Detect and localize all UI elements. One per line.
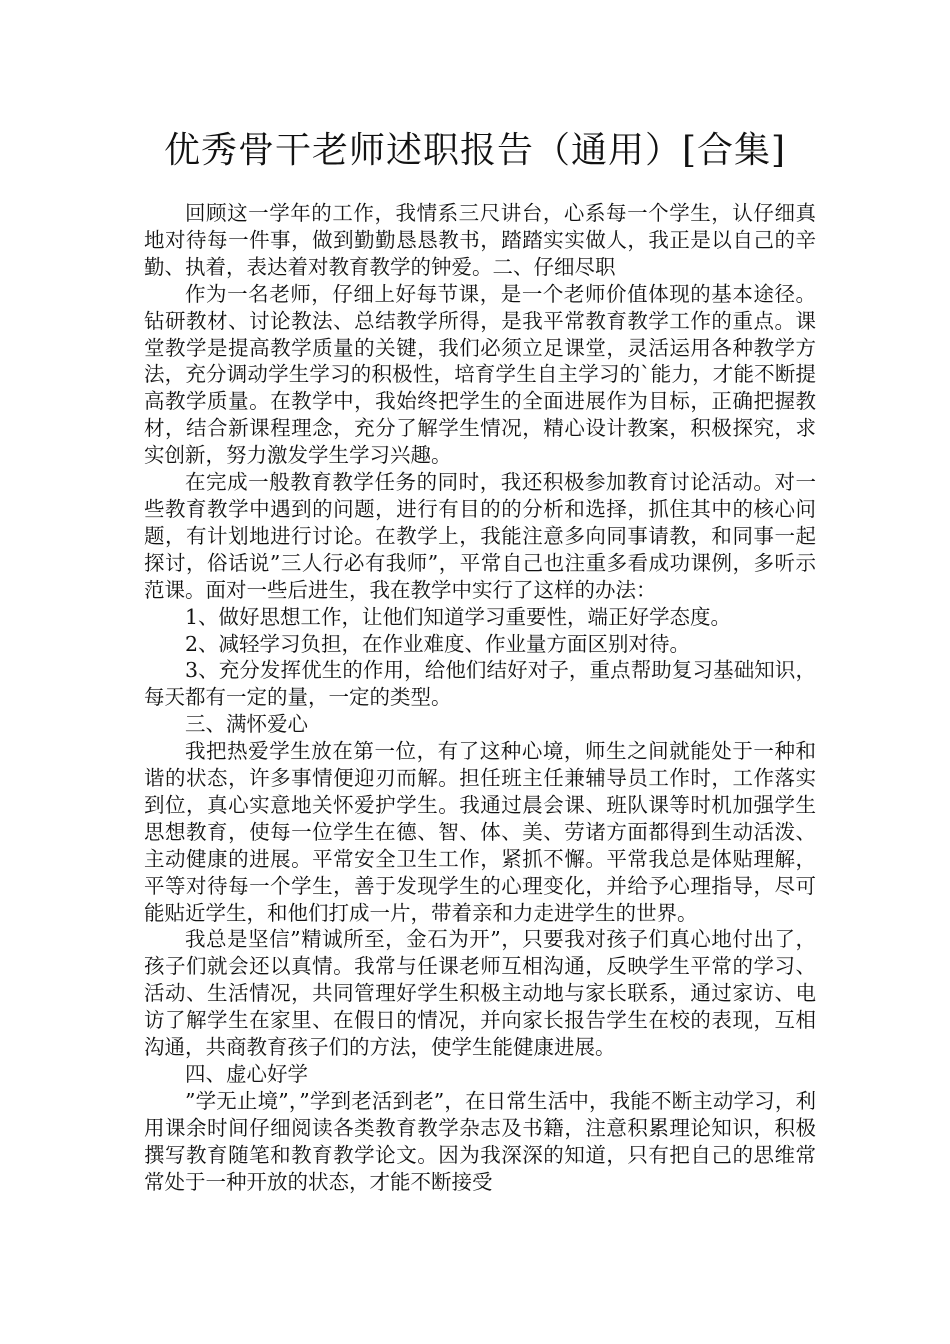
list-item-2: 2、减轻学习负担，在作业难度、作业量方面区别对待。 — [185, 631, 691, 656]
paragraph-learning: ”学无止境”，”学到老活到老”，在日常生活中，我能不断主动学习，利用课余时间仔细阅读各类教育教学杂志及书籍，注意积累理论知识，积极撰写教育随笔和教育教学论文。因为我深深的知道，只有把自己的思维常常处于一种开放的状态，才能不断接受 — [144, 1088, 816, 1194]
list-item-1: 1、做好思想工作，让他们知道学习重要性，端正好学态度。 — [185, 604, 732, 629]
section-heading-love: 三、满怀爱心 — [185, 712, 308, 737]
list-item-3: 3、充分发挥优生的作用，给他们结好对子，重点帮助复习基础知识，每天都有一定的量，一定的类型。 — [144, 658, 816, 710]
paragraph-teaching: 作为一名老师，仔细上好每节课，是一个老师价值体现的基本途径。钻研教材、讨论教法、总结教学所得，是我平常教育教学工作的重点。课堂教学是提高教学质量的关键，我们必须立足课堂，灵活运用各种教学方法，充分调动学生学习的积极性，培育学生自主学习的`能力，才能不断提高教学质量。在教学中，我始终把学生的全面进展作为目标，正确把握教材，结合新课程理念，充分了解学生情况，精心设计教案，积极探究，求实创新，努力激发学生学习兴趣。 — [144, 281, 816, 468]
paragraph-review: 回顾这一学年的工作，我情系三尺讲台，心系每一个学生，认仔细真地对待每一件事，做到勤勤恳恳教书，踏踏实实做人，我正是以自己的辛勤、执着，表达着对教育教学的钟爱。二、仔细尽职 — [144, 201, 816, 279]
paragraph-research: 在完成一般教育教学任务的同时，我还积极参加教育讨论活动。对一些教育教学中遇到的问题，进行有目的的分析和选择，抓住其中的核心问题，有计划地进行讨论。在教学上，我能注意多向同事请教，和同事一起探讨，俗话说”三人行必有我师”，平常自己也注重多看成功课例，多听示范课。面对一些后进生，我在教学中实行了这样的办法： — [144, 470, 816, 602]
paragraph-communication: 我总是坚信”精诚所至，金石为开”，只要我对孩子们真心地付出了，孩子们就会还以真情。我常与任课老师互相沟通，反映学生平常的学习、活动、生活情况，共同管理好学生积极主动地与家长联系，通过家访、电访了解学生在家里、在假日的情况，并向家长报告学生在校的表现，互相沟通，共商教育孩子们的方法，使学生能健康进展。 — [144, 927, 816, 1060]
paragraph-love: 我把热爱学生放在第一位，有了这种心境，师生之间就能处于一种和谐的状态，许多事情便迎刃而解。担任班主任兼辅导员工作时，工作落实到位，真心实意地关怀爱护学生。我通过晨会课、班队课等时机加强学生思想教育，使每一位学生在德、智、体、美、劳诸方面都得到生动活泼、主动健康的进展。平常安全卫生工作，紧抓不懈。平常我总是体贴理解，平等对待每一个学生，善于发现学生的心理变化，并给予心理指导，尽可能贴近学生，和他们打成一片，带着亲和力走进学生的世界。 — [144, 739, 816, 925]
document-title: 优秀骨干老师述职报告（通用）[合集] — [163, 130, 787, 171]
section-heading-learning: 四、虚心好学 — [185, 1062, 308, 1086]
document-body — [144, 200, 816, 1196]
